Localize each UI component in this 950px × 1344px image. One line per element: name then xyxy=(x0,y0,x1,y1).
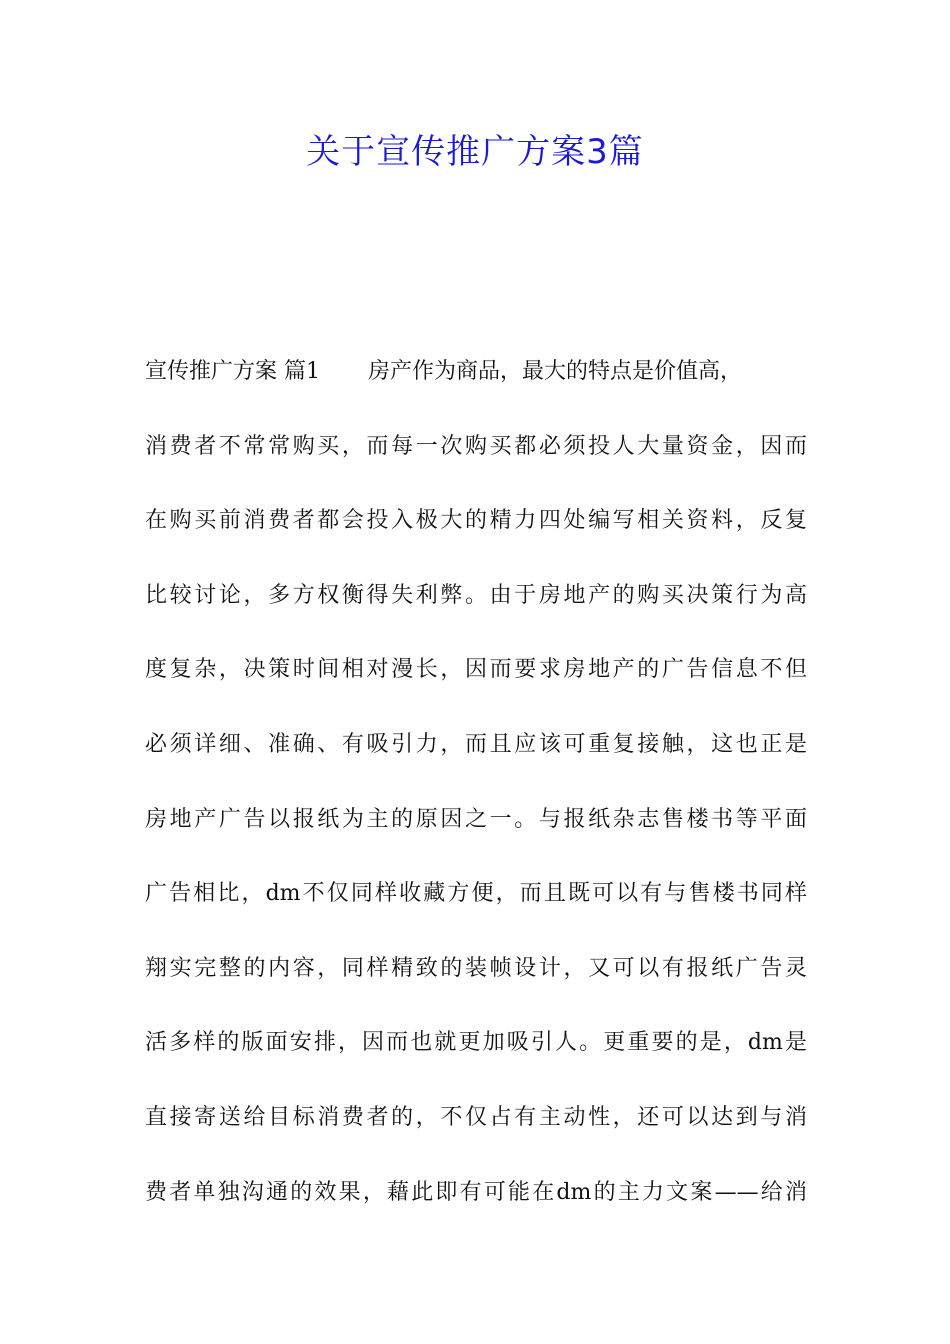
body-line-11: 直接寄送给目标消费者的，不仅占有主动性，还可以达到与消 xyxy=(145,1104,807,1130)
body-line-1-text: 房产作为商品，最大的特点是价值高， xyxy=(368,359,743,384)
body-line-5: 度复杂，决策时间相对漫长，因而要求房地产的广告信息不但 xyxy=(145,657,807,683)
body-line-2: 消费者不常常购买，而每一次购买都必须投人大量资金，因而 xyxy=(145,433,807,459)
body-line-12: 费者单独沟通的效果，藉此即有可能在dm的主力文案——给消 xyxy=(145,1179,807,1205)
body-line-3: 在购买前消费者都会投入极大的精力四处编写相关资料，反复 xyxy=(145,508,807,534)
document-body xyxy=(145,335,807,1230)
body-line-8: 广告相比，dm不仅同样收藏方便，而且既可以有与售楼书同样 xyxy=(145,881,807,907)
body-line-4: 比较讨论，多方权衡得失利弊。由于房地产的购买决策行为高 xyxy=(145,582,807,608)
body-line-10: 活多样的版面安排，因而也就更加吸引人。更重要的是，dm是 xyxy=(145,1030,807,1056)
body-line-1 xyxy=(145,335,807,410)
document-title: 关于宣传推广方案3篇 xyxy=(306,132,644,172)
section-label: 宣传推广方案 篇1 xyxy=(145,359,320,384)
body-line-6: 必须详细、准确、有吸引力，而且应该可重复接触，这也正是 xyxy=(145,731,807,757)
body-line-9: 翔实完整的内容，同样精致的装帧设计，又可以有报纸广告灵 xyxy=(145,955,807,981)
body-line-7: 房地产广告以报纸为主的原因之一。与报纸杂志售楼书等平面 xyxy=(145,806,807,832)
